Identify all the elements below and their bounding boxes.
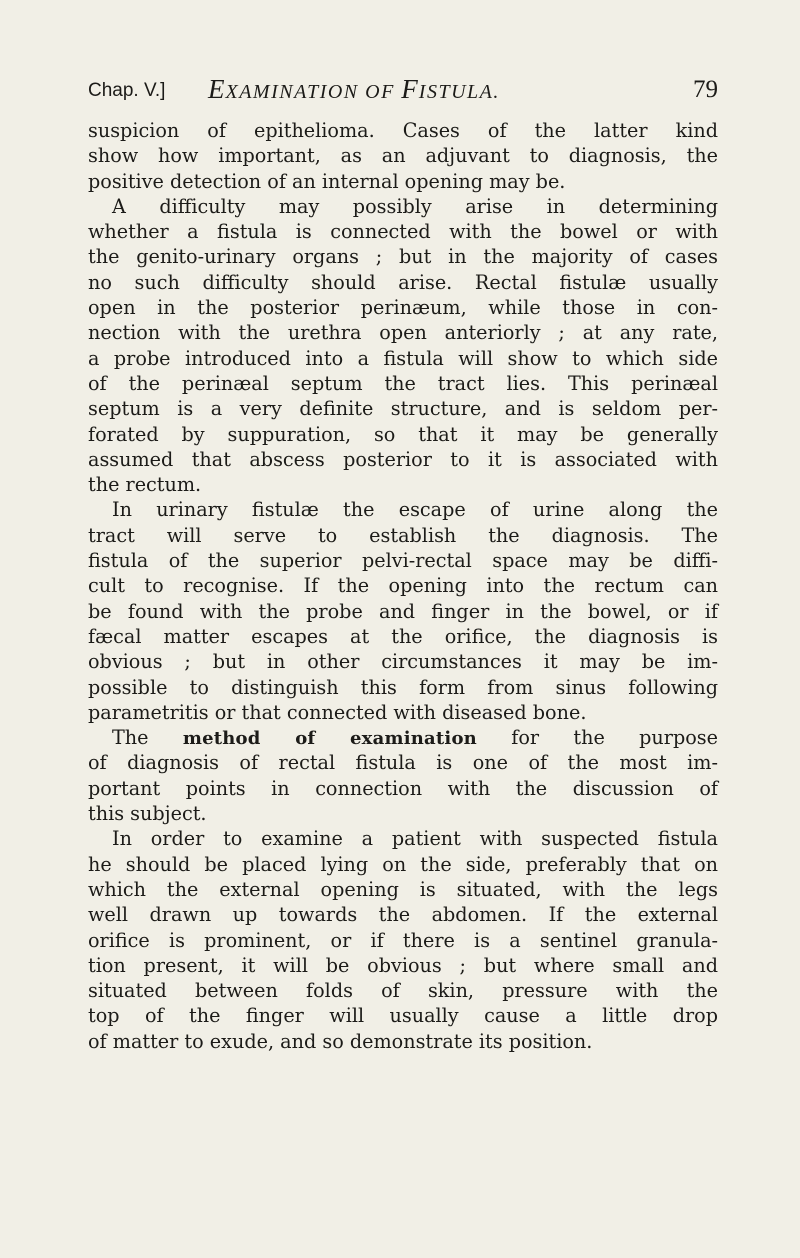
text-line: tract will serve to establish the diagnosis. The — [88, 523, 718, 547]
text-line: which the external opening is situated, with the legs — [88, 877, 718, 901]
paragraph-start: In urinary fistulæ the escape of urine along the — [112, 498, 718, 522]
text-line: show how important, as an adjuvant to diagnosis, the — [88, 144, 718, 168]
text-line: possible to distinguish this form from sinus following — [88, 675, 718, 699]
method-of-examination-bold: method of examination — [182, 728, 477, 750]
text-line: he should be placed lying on the side, preferably that on — [88, 852, 718, 876]
page-number: 79 — [693, 76, 718, 103]
chapter-label: Chap. V.] — [88, 80, 166, 101]
text-line: nection with the urethra open anteriorly ; at any rate, — [88, 321, 718, 345]
text-line: whether a fistula is connected with the bowel or with — [88, 220, 718, 244]
method-heading-line: The method of examination for the purpose — [112, 726, 718, 750]
text-line: this subject. — [88, 802, 207, 826]
running-title: EXAMINATION OF FISTULA. — [208, 74, 500, 104]
running-header — [88, 74, 718, 106]
paragraph-start: A difficulty may possibly arise in determining — [112, 194, 718, 218]
text-line: septum is a very definite structure, and is seldom per- — [88, 397, 718, 421]
text-line: be found with the probe and finger in the bowel, or if — [88, 599, 718, 623]
text-line: suspicion of epithelioma. Cases of the latter kind — [88, 119, 718, 142]
text-line: portant points in connection with the discussion of — [88, 776, 718, 800]
text-line: open in the posterior perinæum, while those in con- — [88, 296, 718, 320]
text-line: obvious ; but in other circumstances it may be im- — [88, 650, 718, 674]
text-line: orifice is prominent, or if there is a sentinel granula- — [88, 928, 718, 952]
text-line: the genito-urinary organs ; but in the majority of cases — [88, 245, 718, 269]
text-line: top of the finger will usually cause a little drop — [88, 1004, 718, 1028]
text-line: fistula of the superior pelvi-rectal space may be diffi- — [88, 549, 718, 573]
text-line: fæcal matter escapes at the orifice, the diagnosis is — [88, 624, 718, 648]
text-line: well drawn up towards the abdomen. If the external — [88, 903, 718, 927]
text-line: forated by suppuration, so that it may be generally — [88, 422, 718, 446]
text-line: situated between folds of skin, pressure with the — [88, 979, 718, 1003]
text-line: assumed that abscess posterior to it is associated with — [88, 447, 718, 471]
text-line: of the perinæal septum the tract lies. This perinæal — [88, 371, 718, 395]
text-line: cult to recognise. If the opening into the rectum can — [88, 574, 718, 598]
text-line: of matter to exude, and so demonstrate its position. — [88, 1029, 593, 1053]
text-line: positive detection of an internal opening may be. — [88, 169, 566, 193]
text-line: a probe introduced into a fistula will show to which side — [88, 346, 718, 370]
text-line: tion present, it will be obvious ; but where small and — [88, 953, 718, 977]
text-line: of diagnosis of rectal fistula is one of the most im- — [88, 751, 718, 775]
body-text — [88, 118, 718, 1054]
text-line: no such difficulty should arise. Rectal fistulæ usually — [88, 270, 718, 294]
paragraph-start: In order to examine a patient with suspected fistula — [112, 827, 718, 851]
text-line: the rectum. — [88, 473, 202, 497]
text-line: parametritis or that connected with diseased bone. — [88, 700, 587, 724]
